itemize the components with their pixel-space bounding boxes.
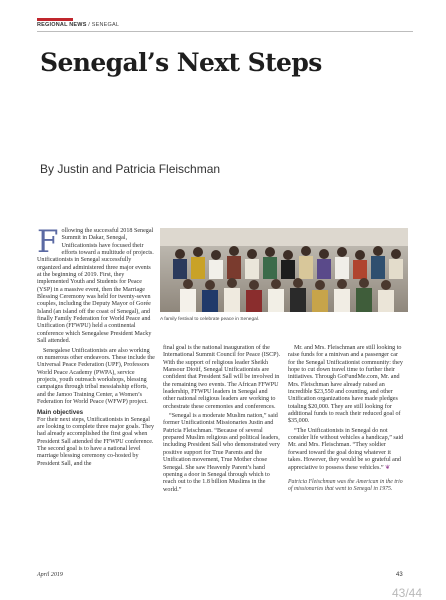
paragraph: “Senegal is a moderate Muslim nation,” said former Unificationist Missionaries Justin and Patricia Fleischman. “Because of several prepared Muslim religious and political leaders, including President Sall who demonstrated very positive support for True Parents and the Unification movement, True Mother chose Senegal. She saw Heavenly Parent’s hand opening a door in Senegal through which to reach out to the 1.8 billion Muslims in the world.” (163, 413, 280, 493)
group-photo-image (160, 228, 408, 312)
section-label: REGIONAL NEWS / SENEGAL (37, 22, 120, 28)
group-photo (160, 228, 408, 312)
end-mark-icon: ❦ (385, 464, 391, 471)
paragraph: ollowing the successful 2018 Senegal Summit in Dakar, Senegal, Unificationists have focused their efforts toward a multitude of projects. Unificationists in Senegal successfully organized and administered three major events at the beginning of 2019. First, they implemented Youth and Students for Peace (YSP) in a massive event, then the Marriage Blessing Ceremony was held for twenty-seven couples, including the Deputy Mayor of Gorée Island (an island off the coast of Senegal), and finally Family Federation for World Peace and Unification (FFWPU) held a continental conference which Senegalese President Macky Sall attended. (37, 228, 154, 345)
header-accent-bar (37, 18, 73, 21)
photo-caption: A family festival to celebrate peace in Senegal. (160, 317, 260, 322)
paragraph: final goal is the national inauguration of the International Summit Council for Peace (ISCP). With the support of religious leader Sheikh Mansour Dioüf, Senegal Unificationists are confident that President Sall will be involved in the remaining two events. The African FFWPU leadership, FFWPU leaders in Senegal and other national religious leaders are working to orchestrate these ceremonies and conferences. (163, 345, 281, 410)
author-note: Patricia Fleischman was the American in the trio of missionaries that went to Senegal in 1975. (288, 478, 403, 492)
paragraph: “The Unificationists in Senegal do not consider life without vehicles a handicap,” said Mr. and Mrs. Fleischman. “They soldier forward toward the goal doing whatever it takes. However, they would be so grateful and appreciative to possess these vehicles.” (288, 427, 404, 471)
text-column-1 (37, 224, 155, 470)
article-title: Senegal’s Next Steps (40, 48, 322, 77)
page-number: 43 (396, 572, 403, 578)
section-header (37, 18, 413, 30)
header-rule (37, 31, 413, 32)
paragraph: Mr. and Mrs. Fleischman are still looking to raise funds for a minivan and a passenger car for the Senegal Unificationist community: they hope to cut down travel time to further their initiatives. Through GoFundMe.com, Mr. and Mrs. Fleischman have already raised an incredible $23,550 and counting, and other Unification organizations have made pledges totaling $20,000. They are still looking for additional funds to reach their reduced goal of $35,000. (288, 345, 403, 425)
subheading: Main objectives (37, 409, 84, 417)
paragraph: For their next steps, Unificationists in Senegal are looking to complete three major goals. They had already accomplished the first goal when President Sall attended the FFWPU conference. The second goal is to have a national level marriage blessing ceremony co-hosted by President Sall, and the (37, 416, 154, 467)
issue-date: April 2019 (37, 572, 63, 578)
text-column-3 (288, 345, 406, 493)
article-byline: By Justin and Patricia Fleischman (40, 162, 221, 176)
drop-cap: F (37, 224, 59, 260)
text-column-2 (163, 345, 281, 496)
paragraph: Senegalese Unificationists are also working on numerous other endeavors. These include the Universal Peace Federation (UPF), Professors World Peace Academy (PWPA), service projects, youth outreach workshops, blessing campaigns through tribal messiahship efforts, and the Jamoo Training Center, a Women’s Federation for World Peace (WFWP) project. (37, 347, 155, 405)
page-counter[interactable]: 43/44 (392, 586, 423, 600)
